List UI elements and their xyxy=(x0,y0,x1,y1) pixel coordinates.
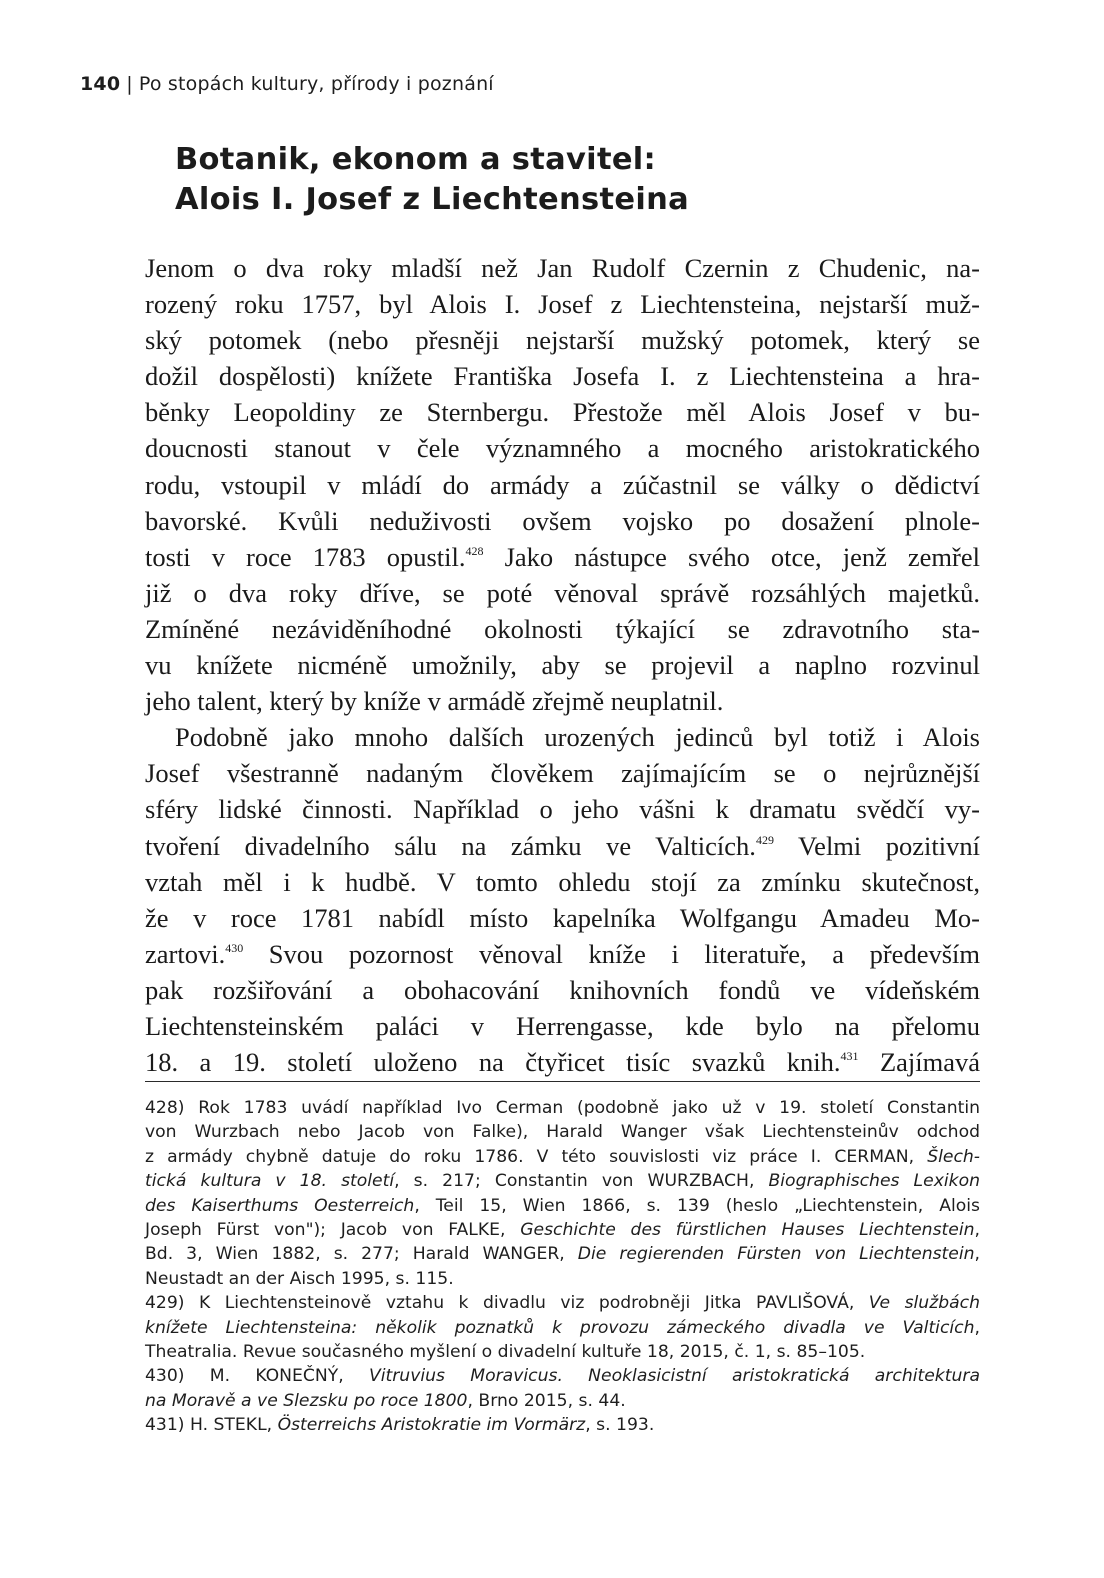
chapter-title-line-2: Alois I. Josef z Liechtensteina xyxy=(175,182,690,217)
footnote-line: Theatralia. Revue současného myšlení o divadelní kultuře 18, 2015, č. 1, s. 85–105. xyxy=(145,1341,866,1362)
text-segment: tvoření divadelního sálu na zámku ve Valticích. xyxy=(145,830,756,861)
footnote-429 xyxy=(145,1291,980,1364)
footnote-line xyxy=(145,1364,980,1388)
text-line: sféry lidské činnosti. Například o jeho vášni k dramatu svědčí vy- xyxy=(145,794,980,825)
text-segment: zartovi. xyxy=(145,938,226,969)
footnote-italic-title: Šlech- xyxy=(927,1146,980,1167)
footnote-text: Bd. 3, Wien 1882, s. 277; Harald WANGER, xyxy=(145,1244,578,1265)
text-segment: Velmi pozitivní xyxy=(797,830,981,861)
footnote-italic-title: Die regierenden Fürsten von Liechtenstein xyxy=(577,1244,975,1265)
chapter-title xyxy=(175,140,689,220)
text-segment: 18. a 19. století uloženo na čtyřicet tisíc svazků knih. xyxy=(145,1047,841,1078)
text-line: vu knížete nicméně umožnily, aby se projevil a naplno rozvinul xyxy=(145,650,980,681)
footnote-line xyxy=(145,1145,980,1169)
text-line: Liechtensteinském paláci v Herrengasse, kde bylo na přelomu xyxy=(145,1010,980,1041)
footnote-italic-title: Biographisches Lexikon xyxy=(768,1171,981,1192)
text-segment: Jako nástupce svého otce, jenž zemřel xyxy=(504,541,980,572)
footnote-italic-title: knížete Liechtensteina: několik poznatků k provozu zámeckého divadla ve Valticích xyxy=(145,1317,975,1338)
text-line: pak rozšiřování a obohacování knihovních fondů ve vídeňském xyxy=(145,974,980,1005)
footnote-italic-title: Geschichte des fürstlichen Hauses Liechtenstein xyxy=(520,1219,975,1240)
footnote-italic-title: Österreichs Aristokratie im Vormärz xyxy=(277,1415,586,1436)
text-line: rozený roku 1757, byl Alois I. Josef z Liechtensteina, nejstarší muž- xyxy=(145,289,980,320)
footnote-text: , xyxy=(974,1219,980,1240)
footnote-italic-title: Vitruvius Moravicus. Neoklasicistní aristokratická architektura xyxy=(368,1366,980,1387)
footnote-ref-431[interactable]: 431 xyxy=(840,1049,859,1064)
footnote-line xyxy=(145,1242,980,1266)
text-line: již o dva roky dříve, se poté věnoval správě rozsáhlých majetků. xyxy=(145,577,980,608)
paragraph-1 xyxy=(145,250,980,719)
footnote-text: 430) M. KONEČNÝ, xyxy=(145,1366,369,1387)
running-head xyxy=(80,73,494,95)
footnote-line xyxy=(145,1194,980,1218)
footnote-431 xyxy=(145,1413,980,1437)
text-line xyxy=(145,1044,980,1080)
footnote-separator xyxy=(145,1081,980,1082)
text-line: bavorské. Kvůli neduživosti ovšem vojsko po dosažení plnole- xyxy=(145,505,980,536)
chapter-title-line-1: Botanik, ekonom a stavitel: xyxy=(175,142,657,177)
footnote-italic-title: des Kaiserthums Oesterreich xyxy=(145,1195,415,1216)
footnote-line xyxy=(145,1316,980,1340)
footnote-italic-title: tická kultura v 18. století xyxy=(145,1171,395,1192)
text-line: Zmíněné nezáviděníhodné okolnosti týkající se zdravotního sta- xyxy=(145,613,980,644)
text-segment: Svou pozornost věnoval kníže i literatuře, a především xyxy=(268,938,980,969)
footnote-line: 428) Rok 1783 uvádí například Ivo Cerman (podobně jako už v 19. století Constantin xyxy=(145,1098,980,1118)
text-line: dožil dospělosti) knížete Františka Josefa I. z Liechtensteina a hra- xyxy=(145,361,980,392)
text-line: Podobně jako mnoho dalších urozených jedinců byl totiž i Alois xyxy=(175,722,980,753)
text-line: doucnosti stanout v čele významného a mocného aristokratického xyxy=(145,433,980,464)
paragraph-2 xyxy=(145,719,980,1080)
footnotes xyxy=(145,1096,980,1437)
text-line: že v roce 1781 nabídl místo kapelníka Wolfgangu Amadeu Mo- xyxy=(145,902,980,933)
footnote-430 xyxy=(145,1364,980,1413)
text-line: rodu, vstoupil v mládí do armády a zúčastnil se války o dědictví xyxy=(145,469,980,500)
footnote-line xyxy=(145,1218,980,1242)
footnote-line xyxy=(145,1291,980,1315)
text-line: jeho talent, který by kníže v armádě zřejmě neuplatnil. xyxy=(145,686,724,717)
footnote-text: Joseph Fürst von"); Jacob von FALKE, xyxy=(145,1219,521,1240)
text-line xyxy=(145,828,980,864)
footnote-text: , xyxy=(974,1317,980,1338)
footnote-428 xyxy=(145,1096,980,1291)
text-segment: Zajímavá xyxy=(879,1047,981,1078)
text-line xyxy=(145,936,980,972)
text-line: Jenom o dva roky mladší než Jan Rudolf Czernin z Chudenic, na- xyxy=(145,253,980,283)
footnote-ref-430[interactable]: 430 xyxy=(225,940,244,955)
text-line: ský potomek (nebo přesněji nejstarší mužský potomek, který se xyxy=(145,325,980,356)
footnote-text: , Brno 2015, s. 44. xyxy=(467,1390,626,1411)
footnote-italic-title: Ve službách xyxy=(868,1293,980,1314)
text-line xyxy=(145,539,980,575)
body-text xyxy=(145,250,980,1080)
footnote-line: von Wurzbach nebo Jacob von Falke), Harald Wanger však Liechtensteinův odchod xyxy=(145,1122,980,1143)
running-head-separator: | xyxy=(126,73,133,95)
footnote-line xyxy=(145,1389,980,1413)
footnote-line xyxy=(145,1413,980,1437)
footnote-text: z armády chybně datuje do roku 1786. V této souvislosti viz práce I. CERMAN, xyxy=(145,1146,928,1167)
footnote-line: Neustadt an der Aisch 1995, s. 115. xyxy=(145,1268,454,1289)
footnote-italic-title: na Moravě a ve Slezsku po roce 1800 xyxy=(145,1390,468,1411)
text-segment: tosti v roce 1783 opustil. xyxy=(145,541,466,572)
footnote-text: , Teil 15, Wien 1866, s. 139 (heslo „Liechtenstein, Alois xyxy=(414,1195,980,1216)
text-line: vztah měl i k hudbě. V tomto ohledu stojí za zmínku skutečnost, xyxy=(145,866,980,897)
footnote-text: , s. 217; Constantin von WURZBACH, xyxy=(394,1171,769,1192)
footnote-ref-428[interactable]: 428 xyxy=(465,543,484,558)
page-number: 140 xyxy=(80,73,121,95)
footnote-text: , xyxy=(974,1244,980,1265)
footnote-ref-429[interactable]: 429 xyxy=(755,832,774,847)
footnote-line xyxy=(145,1169,980,1193)
text-line: běnky Leopoldiny ze Sternbergu. Přestože měl Alois Josef v bu- xyxy=(145,397,980,428)
book-title: Po stopách kultury, přírody i poznání xyxy=(138,73,494,95)
footnote-text: 431) H. STEKL, xyxy=(145,1415,278,1436)
text-line: Josef všestranně nadaným člověkem zajímajícím se o nejrůznější xyxy=(145,758,980,789)
footnote-text: , s. 193. xyxy=(585,1415,655,1436)
footnote-text: 429) K Liechtensteinově vztahu k divadlu viz podrobněji Jitka PAVLIŠOVÁ, xyxy=(145,1293,869,1314)
